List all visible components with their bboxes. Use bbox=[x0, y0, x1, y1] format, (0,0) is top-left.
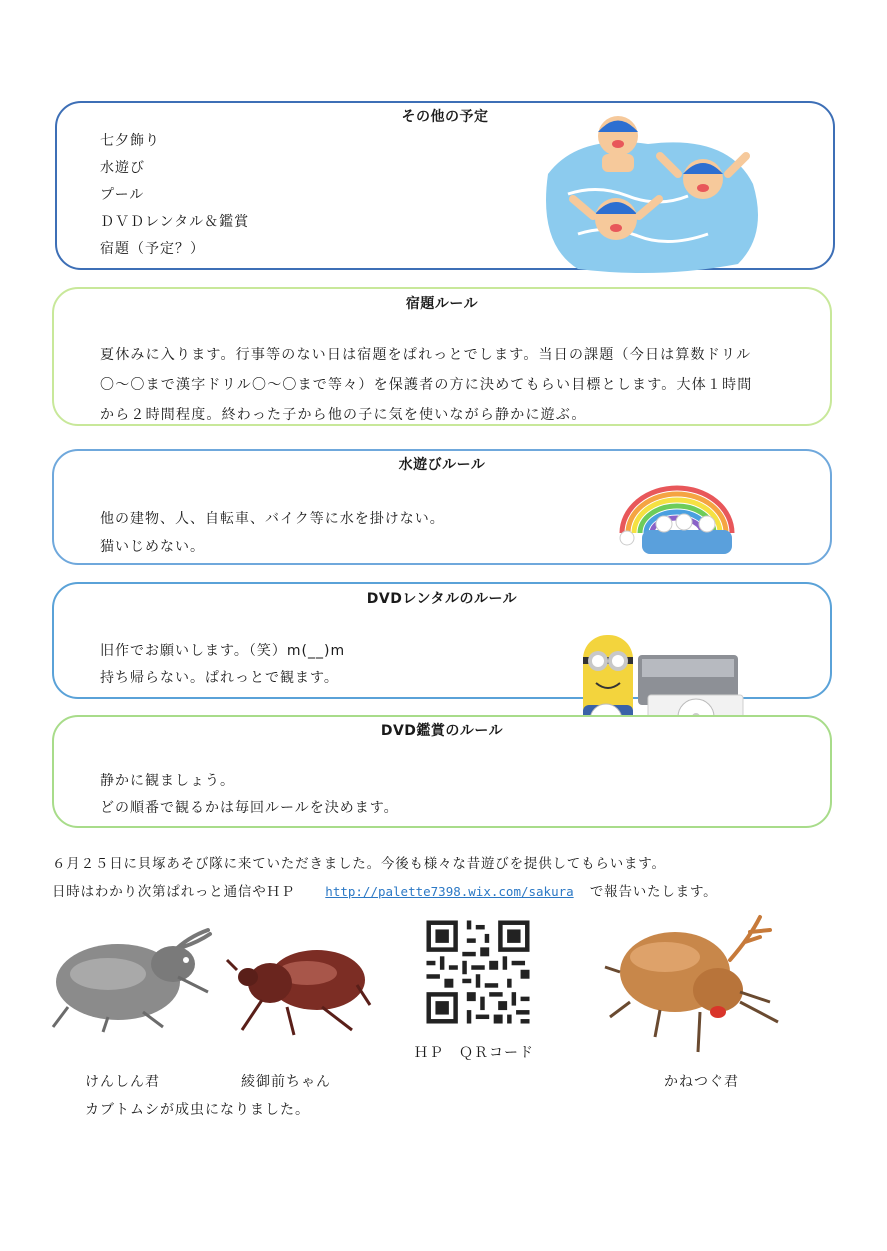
rule-line: 猫いじめない。 bbox=[100, 539, 205, 555]
rule-line: どの順番で観るかは毎回ルールを決めます。 bbox=[100, 800, 399, 816]
section-title: 水遊びルール bbox=[398, 457, 486, 473]
footer-note: カブトムシが成虫になりました。 bbox=[85, 1102, 310, 1118]
paragraph-line: から２時間程度。終わった子から他の子に気を使いながら静かに遊ぶ。 bbox=[100, 407, 587, 423]
notice-line: ６月２５日に貝塚あそび隊に来ていただきました。今後も様々な昔遊びを提供してもらいます。 bbox=[52, 856, 666, 872]
beetle-grey-illustration bbox=[48, 922, 218, 1032]
list-item: 七夕飾り bbox=[100, 133, 160, 149]
section-title: 宿題ルール bbox=[405, 296, 479, 312]
beetle-brown-illustration bbox=[222, 935, 372, 1045]
beetle-caption: ＨＰ ＱＲコード bbox=[414, 1045, 534, 1061]
rule-line: 持ち帰らない。ぱれっとで観ます。 bbox=[100, 670, 339, 686]
list-item: 水遊び bbox=[100, 160, 145, 176]
rule-line: 静かに観ましょう。 bbox=[100, 773, 235, 789]
section-title: DVDレンタルのルール bbox=[366, 591, 518, 607]
homework-paragraph bbox=[100, 340, 820, 430]
list-item: プール bbox=[100, 187, 145, 203]
section-title: DVD鑑賞のルール bbox=[380, 723, 504, 739]
paragraph-line: 〇～〇まで漢字ドリル〇～〇まで等々）を保護者の方に決めてもらい目標とします。大体１時間 bbox=[100, 377, 753, 393]
beetle-caption: かねつぐ君 bbox=[664, 1074, 739, 1090]
swimming-children-illustration bbox=[538, 104, 768, 274]
qr-code-image bbox=[422, 916, 534, 1028]
homepage-link[interactable]: http://palette7398.wix.com/sakura bbox=[325, 884, 574, 899]
notice-text: で報告いたします。 bbox=[589, 884, 718, 900]
notice-line bbox=[52, 880, 717, 900]
stag-beetle-illustration bbox=[600, 912, 790, 1062]
notice-text: 日時はわかり次第ぱれっと通信やＨＰ bbox=[52, 884, 296, 900]
section-title: その他の予定 bbox=[401, 109, 489, 125]
paragraph-line: 夏休みに入ります。行事等のない日は宿題をぱれっとでします。当日の課題（今日は算数ドリル bbox=[100, 347, 752, 363]
list-item: ＤＶＤレンタル＆鑑賞 bbox=[100, 214, 250, 230]
beetle-caption: けんしん君 bbox=[85, 1074, 160, 1090]
rule-line: 旧作でお願いします。（笑）m(__)m bbox=[100, 643, 346, 659]
rainbow-pool-illustration bbox=[612, 478, 742, 558]
beetle-caption: 綾御前ちゃん bbox=[241, 1074, 331, 1090]
list-item: 宿題（予定？） bbox=[100, 241, 205, 257]
rule-line: 他の建物、人、自転車、バイク等に水を掛けない。 bbox=[100, 511, 445, 527]
